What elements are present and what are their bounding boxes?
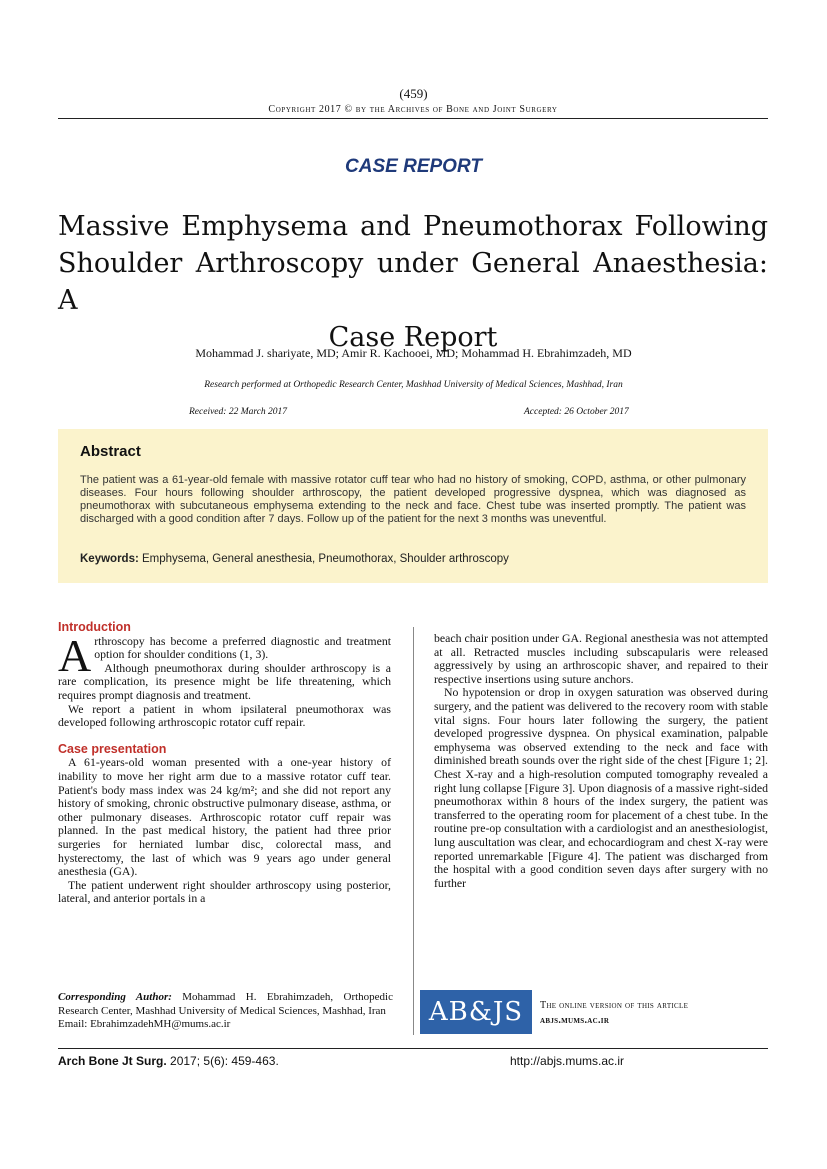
accepted-date: Accepted: 26 October 2017 [524, 407, 629, 417]
drop-cap: A [58, 629, 92, 681]
abstract-text: The patient was a 61-year-old female with massive rotator cuff tear who had no history of smoking, COPD, asthma, or other pulmonary diseases. Four hours following shoulder arthroscopy, the patient developed progressive dyspnea, which was diagnosed as pneumothorax with subcutaneous emphysema extending to the neck and face. Chest tube was inserted promptly. The patient was discharged with a good condition after 7 days. Follow up of the patient for the next 3 months was uneventful. [80, 474, 746, 525]
case-heading: Case presentation [58, 741, 167, 756]
received-date: Received: 22 March 2017 [189, 407, 288, 417]
intro-paragraph-1: Arthroscopy has become a preferred diagnostic and treatment option for shoulder conditions (1, 3). [58, 629, 391, 681]
intro-paragraph-3: We report a patient in whom ipsilateral pneumothorax was developed following arthroscopic rotator cuff repair. [58, 701, 391, 730]
online-version [540, 998, 688, 1028]
citation [58, 1054, 279, 1068]
article-type-label: CASE REPORT [345, 156, 482, 177]
site-url[interactable]: http://abjs.mums.ac.ir [510, 1054, 625, 1068]
case-paragraph-1: A 61-years-old woman presented with a one-year history of inability to move her right arm due to a massive rotator cuff tear. Patient's body mass index was 24 kg/m²; and she did not report any history of smoking, chronic obstructive pulmonary disease, asthma, or other pulmonary diseases. Arthroscopic rotator cuff repair was planned. In the past medical history, the patient had three prior surgeries for herniated lumbar disc, colorectal mass, and hysterectomy, the last of which was 9 years ago under general anesthesia (GA). [58, 755, 391, 879]
keywords-list: Emphysema, General anesthesia, Pneumothorax, Shoulder arthroscopy [142, 553, 509, 565]
citation-journal: Arch Bone Jt Surg. [58, 1054, 167, 1068]
corr-label: Corresponding Author: [58, 991, 172, 1003]
online-url[interactable]: abjs.mums.ac.ir [540, 1015, 610, 1026]
left-column [58, 621, 391, 906]
corr-address: Orthopedic Research Center, Mashhad University of Medical Sciences, Mashhad, Iran [58, 991, 393, 1017]
title-line-1: Massive Emphysema and Pneumothorax Following [58, 211, 768, 242]
case-paragraph-2: The patient underwent right shoulder arthroscopy using posterior, lateral, and anterior portals in a [58, 877, 391, 906]
intro-heading: Introduction [58, 620, 131, 634]
keywords-label: Keywords: [80, 553, 139, 565]
corresponding-author-text [58, 991, 393, 1018]
column-divider [413, 627, 414, 1035]
copyright-line: Copyright 2017 © by the Archives of Bone and Joint Surgery [268, 104, 558, 115]
abstract-box [58, 429, 768, 583]
right-paragraph-1: beach chair position under GA. Regional anesthesia was not attempted at all. Retracted muscles including subscapularis were released aggressively by using an arthroscopic shaver, and repaired to their respective insertions using suture anchors. [434, 631, 768, 686]
online-label: The online version of this article [540, 1000, 689, 1011]
corresponding-author [58, 991, 393, 1032]
header-rule [58, 118, 768, 119]
corr-email: Email: EbrahimzadehMH@mums.ac.ir [58, 1018, 231, 1031]
footer-rule [58, 1048, 768, 1049]
citation-detail: 2017; 5(6): 459-463. [170, 1054, 279, 1068]
article-title [58, 208, 768, 356]
affiliation: Research performed at Orthopedic Research Center, Mashhad University of Medical Sciences, Mashhad, Iran [204, 380, 623, 390]
journal-logo: AB&JS [420, 990, 532, 1034]
intro-paragraph-2: Although pneumothorax during shoulder arthroscopy is a rare complication, its presence might be life threatening, which requires prompt diagnosis and treatment. [58, 660, 391, 702]
title-line-3: Case Report [328, 322, 498, 353]
abstract-heading: Abstract [80, 443, 141, 460]
title-line-2: Shoulder Arthroscopy under General Anaesthesia: A [58, 248, 768, 316]
page-number: (459) [399, 86, 428, 101]
corr-name: Mohammad H. Ebrahimzadeh, [182, 991, 334, 1003]
right-paragraph-2: No hypotension or drop in oxygen saturation was observed during surgery, and the patient was delivered to the recovery room with stable vital signs. Four hours later following the surgery, the patient developed progressive dyspnea. On physical examination, palpable emphysema was observed extending to the neck and face with diminished breath sounds over the right side of the chest [Figure 1; 2]. Chest X-ray and a high-resolution computed tomography revealed a right lung collapse [Figure 3]. Upon diagnosis of a massive right-sided pneumothorax within 8 hours of the index surgery, the patient was transferred to the operating room for placement of a chest tube. In the routine pre-op consultation with a cardiologist and an anesthesiologist, lung auscultation was clear, and echocardiogram and chest X-ray were reported unremarkable [Figure 4]. The patient was discharged from the hospital with a good condition seven days after surgery with no further [434, 685, 768, 890]
keywords [80, 553, 509, 565]
authors: Mohammad J. shariyate, MD; Amir R. Kachooei, MD; Mohammad H. Ebrahimzadeh, MD [195, 346, 632, 360]
right-column [434, 632, 768, 890]
